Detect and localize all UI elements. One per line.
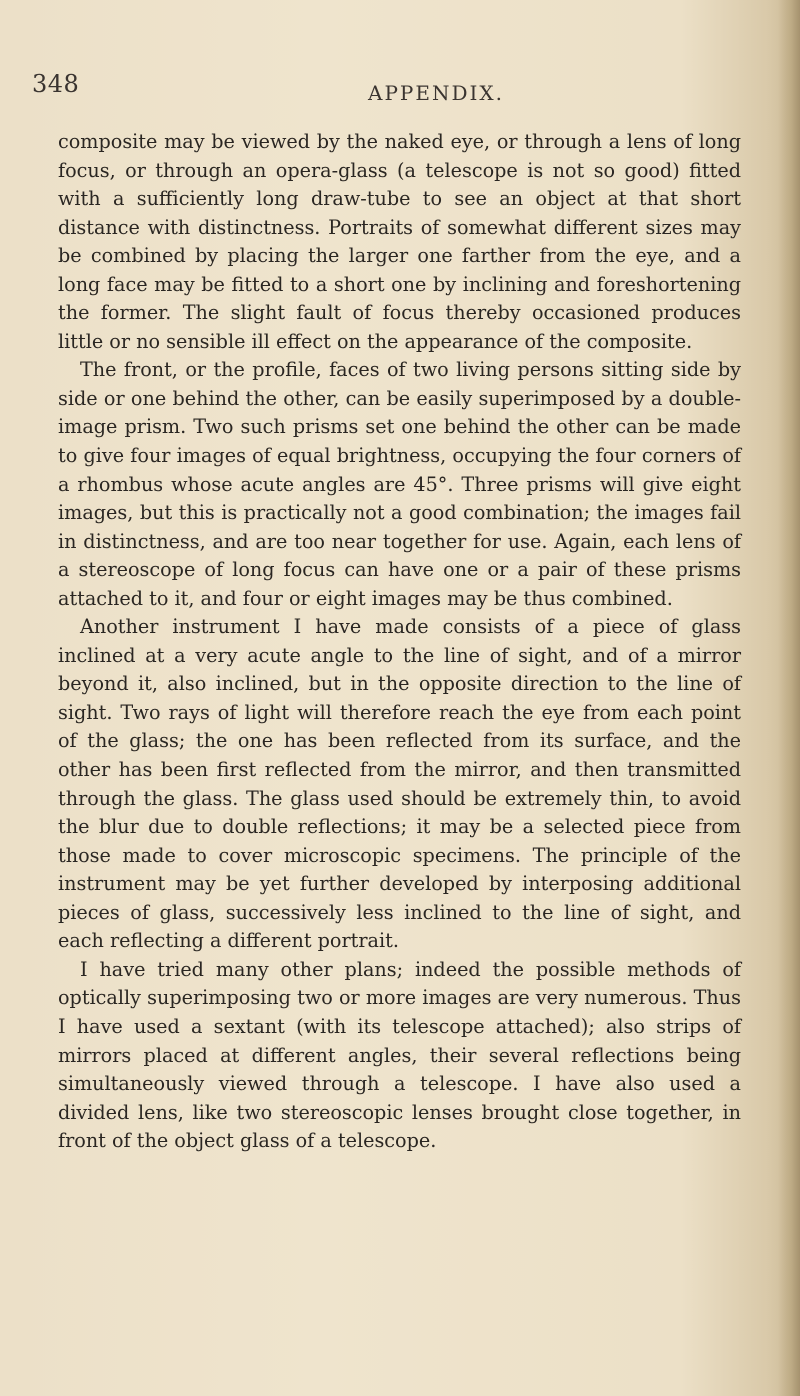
page-number: 348 [32, 70, 80, 98]
paragraph-double-image-prism: The front, or the profile, faces of two living persons sitting side by side or one behind the other, can be easily superimposed by a double-image prism. Two such prisms set one behind the other can be made to give four images of equal brightness, occupying the four corners of a rhombus whose acute angles are 45°. Three prisms will give eight images, but this is practically not a good combination; the images fail in distinctness, and are too near together for use. Again, each lens of a stereoscope of long focus can have one or a pair of these prisms attached to it, and four or eight images may be thus combined. [58, 358, 741, 610]
page-header [32, 70, 732, 110]
running-head: APPENDIX. [368, 81, 504, 105]
paragraph-other-plans: I have tried many other plans; indeed the possible methods of optically superimposing two or more images are very numerous. Thus I have used a sextant (with its telescope attached); also strips of mirrors placed at different angles, their several reflections being simultaneously viewed through a telescope. I have also used a divided lens, like two stereoscopic lenses brought close together, in front of the object glass of a telescope. [58, 957, 741, 1153]
paragraph-glass-mirror-instrument: Another instrument I have made consists of a piece of glass inclined at a very acute angle to the line of sight, and of a mirror beyond it, also inclined, but in the opposite direction to the line of sight. Two rays of light will therefore reach the eye from each point of the glass; the one has been reflected from its surface, and the other has been first reflected from the mirror, and then transmitted through the glass. The glass used should be extremely thin, to avoid the blur due to double reflections; it may be a selected piece from those made to cover microscopic specimens. The principle of the instrument may be yet further developed by interposing additional pieces of glass, successively less inclined to the line of sight, and each reflecting a different portrait. [58, 615, 741, 953]
body-text [58, 128, 741, 1156]
paragraph-continued: composite may be viewed by the naked eye, or through a lens of long focus, or through an opera-glass (a telescope is not so good) fitted with a sufficiently long draw-tube to see an object at that short distance with distinctness. Portraits of somewhat different sizes may be combined by placing the larger one farther from the eye, and a long face may be fitted to a short one by inclining and foreshortening the former. The slight fault of focus thereby occasioned produces little or no sensible ill effect on the appearance of the composite. [58, 130, 741, 353]
page-edge-shadow [778, 0, 800, 1396]
